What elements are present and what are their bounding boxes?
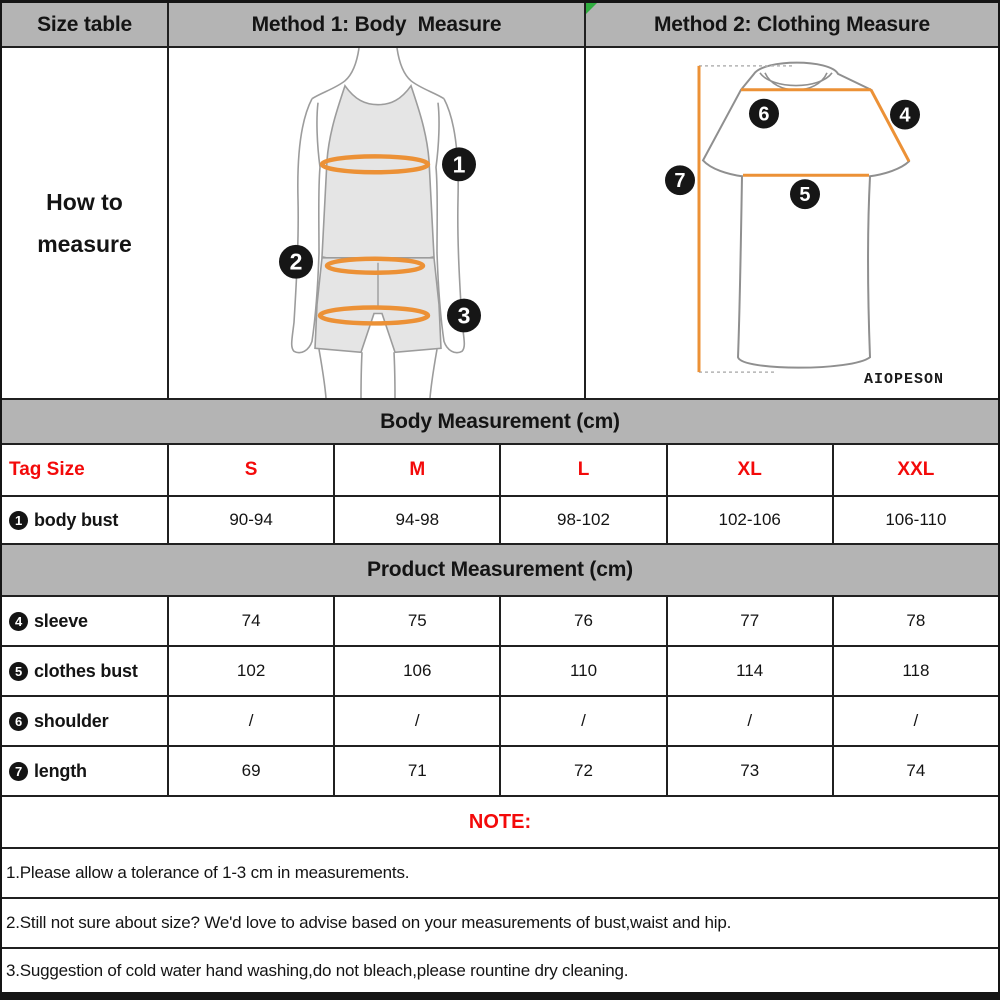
note-row-3	[2, 949, 998, 992]
circled-number-badge: 5	[9, 662, 28, 681]
table-cell: 74	[832, 747, 998, 795]
marker-1-number: 1	[452, 151, 466, 178]
size-col-l: L	[499, 445, 665, 495]
size-col-m: M	[333, 445, 499, 495]
tshirt-illustration	[586, 48, 998, 398]
row-label-sleeve	[2, 597, 167, 645]
marker-6-number: 6	[758, 103, 770, 126]
note-row-2	[2, 899, 998, 949]
row-label-shoulder	[2, 697, 167, 745]
size-col-xl: XL	[666, 445, 832, 495]
how-to-measure-row	[2, 48, 998, 400]
note-text-3: 3.Suggestion of cold water hand washing,do not bleach,please rountine dry cleaning.	[6, 960, 629, 980]
marker-2-number: 2	[289, 248, 303, 275]
table-cell: 78	[832, 597, 998, 645]
table-cell: /	[333, 697, 499, 745]
note-title-row	[2, 797, 998, 849]
marker-7-number: 7	[674, 170, 686, 193]
table-cell: /	[167, 697, 333, 745]
table-cell: 75	[333, 597, 499, 645]
body-measurement-band	[2, 400, 998, 445]
clothing-measure-diagram	[584, 48, 998, 398]
row-label-body-bust	[2, 497, 167, 543]
marker-4-number: 4	[899, 104, 911, 127]
body-figure-illustration	[169, 48, 584, 398]
tag-size-header-row	[2, 445, 998, 497]
note-text-2: 2.Still not sure about size? We'd love to advise based on your measurements of bust,waist and hip.	[6, 913, 732, 932]
left-leg-inner-line	[361, 352, 362, 398]
table-cell: /	[832, 697, 998, 745]
circled-number-badge: 6	[9, 712, 28, 731]
brand-text: AIOPESON	[864, 372, 944, 389]
table-cell: 71	[333, 747, 499, 795]
marker-5-number: 5	[799, 184, 811, 207]
table-cell: 106-110	[832, 497, 998, 543]
circled-number-badge: 4	[9, 612, 28, 631]
row-label-text: length	[34, 760, 87, 781]
method1-header: Method 1: Body Measure	[167, 3, 584, 46]
table-row-clothes-bust	[2, 647, 998, 697]
method2-header	[584, 3, 998, 46]
how-to-measure-label	[2, 48, 167, 398]
table-cell: 94-98	[333, 497, 499, 543]
table-cell: 106	[333, 647, 499, 695]
table-row-body-bust	[2, 497, 998, 545]
table-row-sleeve	[2, 597, 998, 647]
table-row-shoulder	[2, 697, 998, 747]
tag-size-label: Tag Size	[9, 459, 85, 480]
size-table-header: Size table	[2, 3, 167, 46]
right-leg-inner-line	[394, 352, 395, 398]
top-header-row	[2, 3, 998, 48]
body-measurement-title: Body Measurement (cm)	[2, 400, 998, 443]
size-col-s: S	[167, 445, 333, 495]
row-label-text: sleeve	[34, 610, 88, 631]
tshirt-outline	[703, 63, 909, 368]
table-cell: 102	[167, 647, 333, 695]
note-row-1	[2, 849, 998, 899]
table-row-length	[2, 747, 998, 797]
size-col-xxl: XXL	[832, 445, 998, 495]
table-cell: 69	[167, 747, 333, 795]
neck-left-line	[312, 48, 359, 99]
table-cell: 98-102	[499, 497, 665, 543]
row-label-text: shoulder	[34, 710, 109, 731]
green-corner-flag-icon	[586, 3, 597, 14]
row-label-length	[2, 747, 167, 795]
body-measure-diagram	[167, 48, 584, 398]
note-text-1: 1.Please allow a tolerance of 1-3 cm in measurements.	[6, 863, 410, 882]
marker-3-number: 3	[457, 302, 471, 329]
table-cell: 110	[499, 647, 665, 695]
table-cell: /	[666, 697, 832, 745]
product-measurement-band	[2, 545, 998, 597]
row-label-text: body bust	[34, 509, 119, 530]
table-cell: 73	[666, 747, 832, 795]
table-cell: 77	[666, 597, 832, 645]
method2-header-label: Method 2: Clothing Measure	[654, 12, 930, 36]
neck-right-line	[397, 48, 444, 99]
table-cell: 90-94	[167, 497, 333, 543]
table-cell: 102-106	[666, 497, 832, 543]
row-label-text: clothes bust	[34, 660, 138, 681]
table-cell: 74	[167, 597, 333, 645]
right-leg-outer-line	[430, 349, 437, 398]
table-cell: 76	[499, 597, 665, 645]
circled-number-badge: 7	[9, 762, 28, 781]
table-cell: /	[499, 697, 665, 745]
how-to-line2: measure	[37, 231, 132, 257]
table-cell: 72	[499, 747, 665, 795]
left-leg-outer-line	[319, 349, 326, 398]
how-to-line1: How to	[46, 189, 123, 215]
table-cell: 114	[666, 647, 832, 695]
table-cell: 118	[832, 647, 998, 695]
note-title: NOTE:	[468, 810, 532, 833]
product-measurement-title: Product Measurement (cm)	[2, 545, 998, 595]
row-label-clothes-bust	[2, 647, 167, 695]
circled-number-badge: 1	[9, 511, 28, 530]
